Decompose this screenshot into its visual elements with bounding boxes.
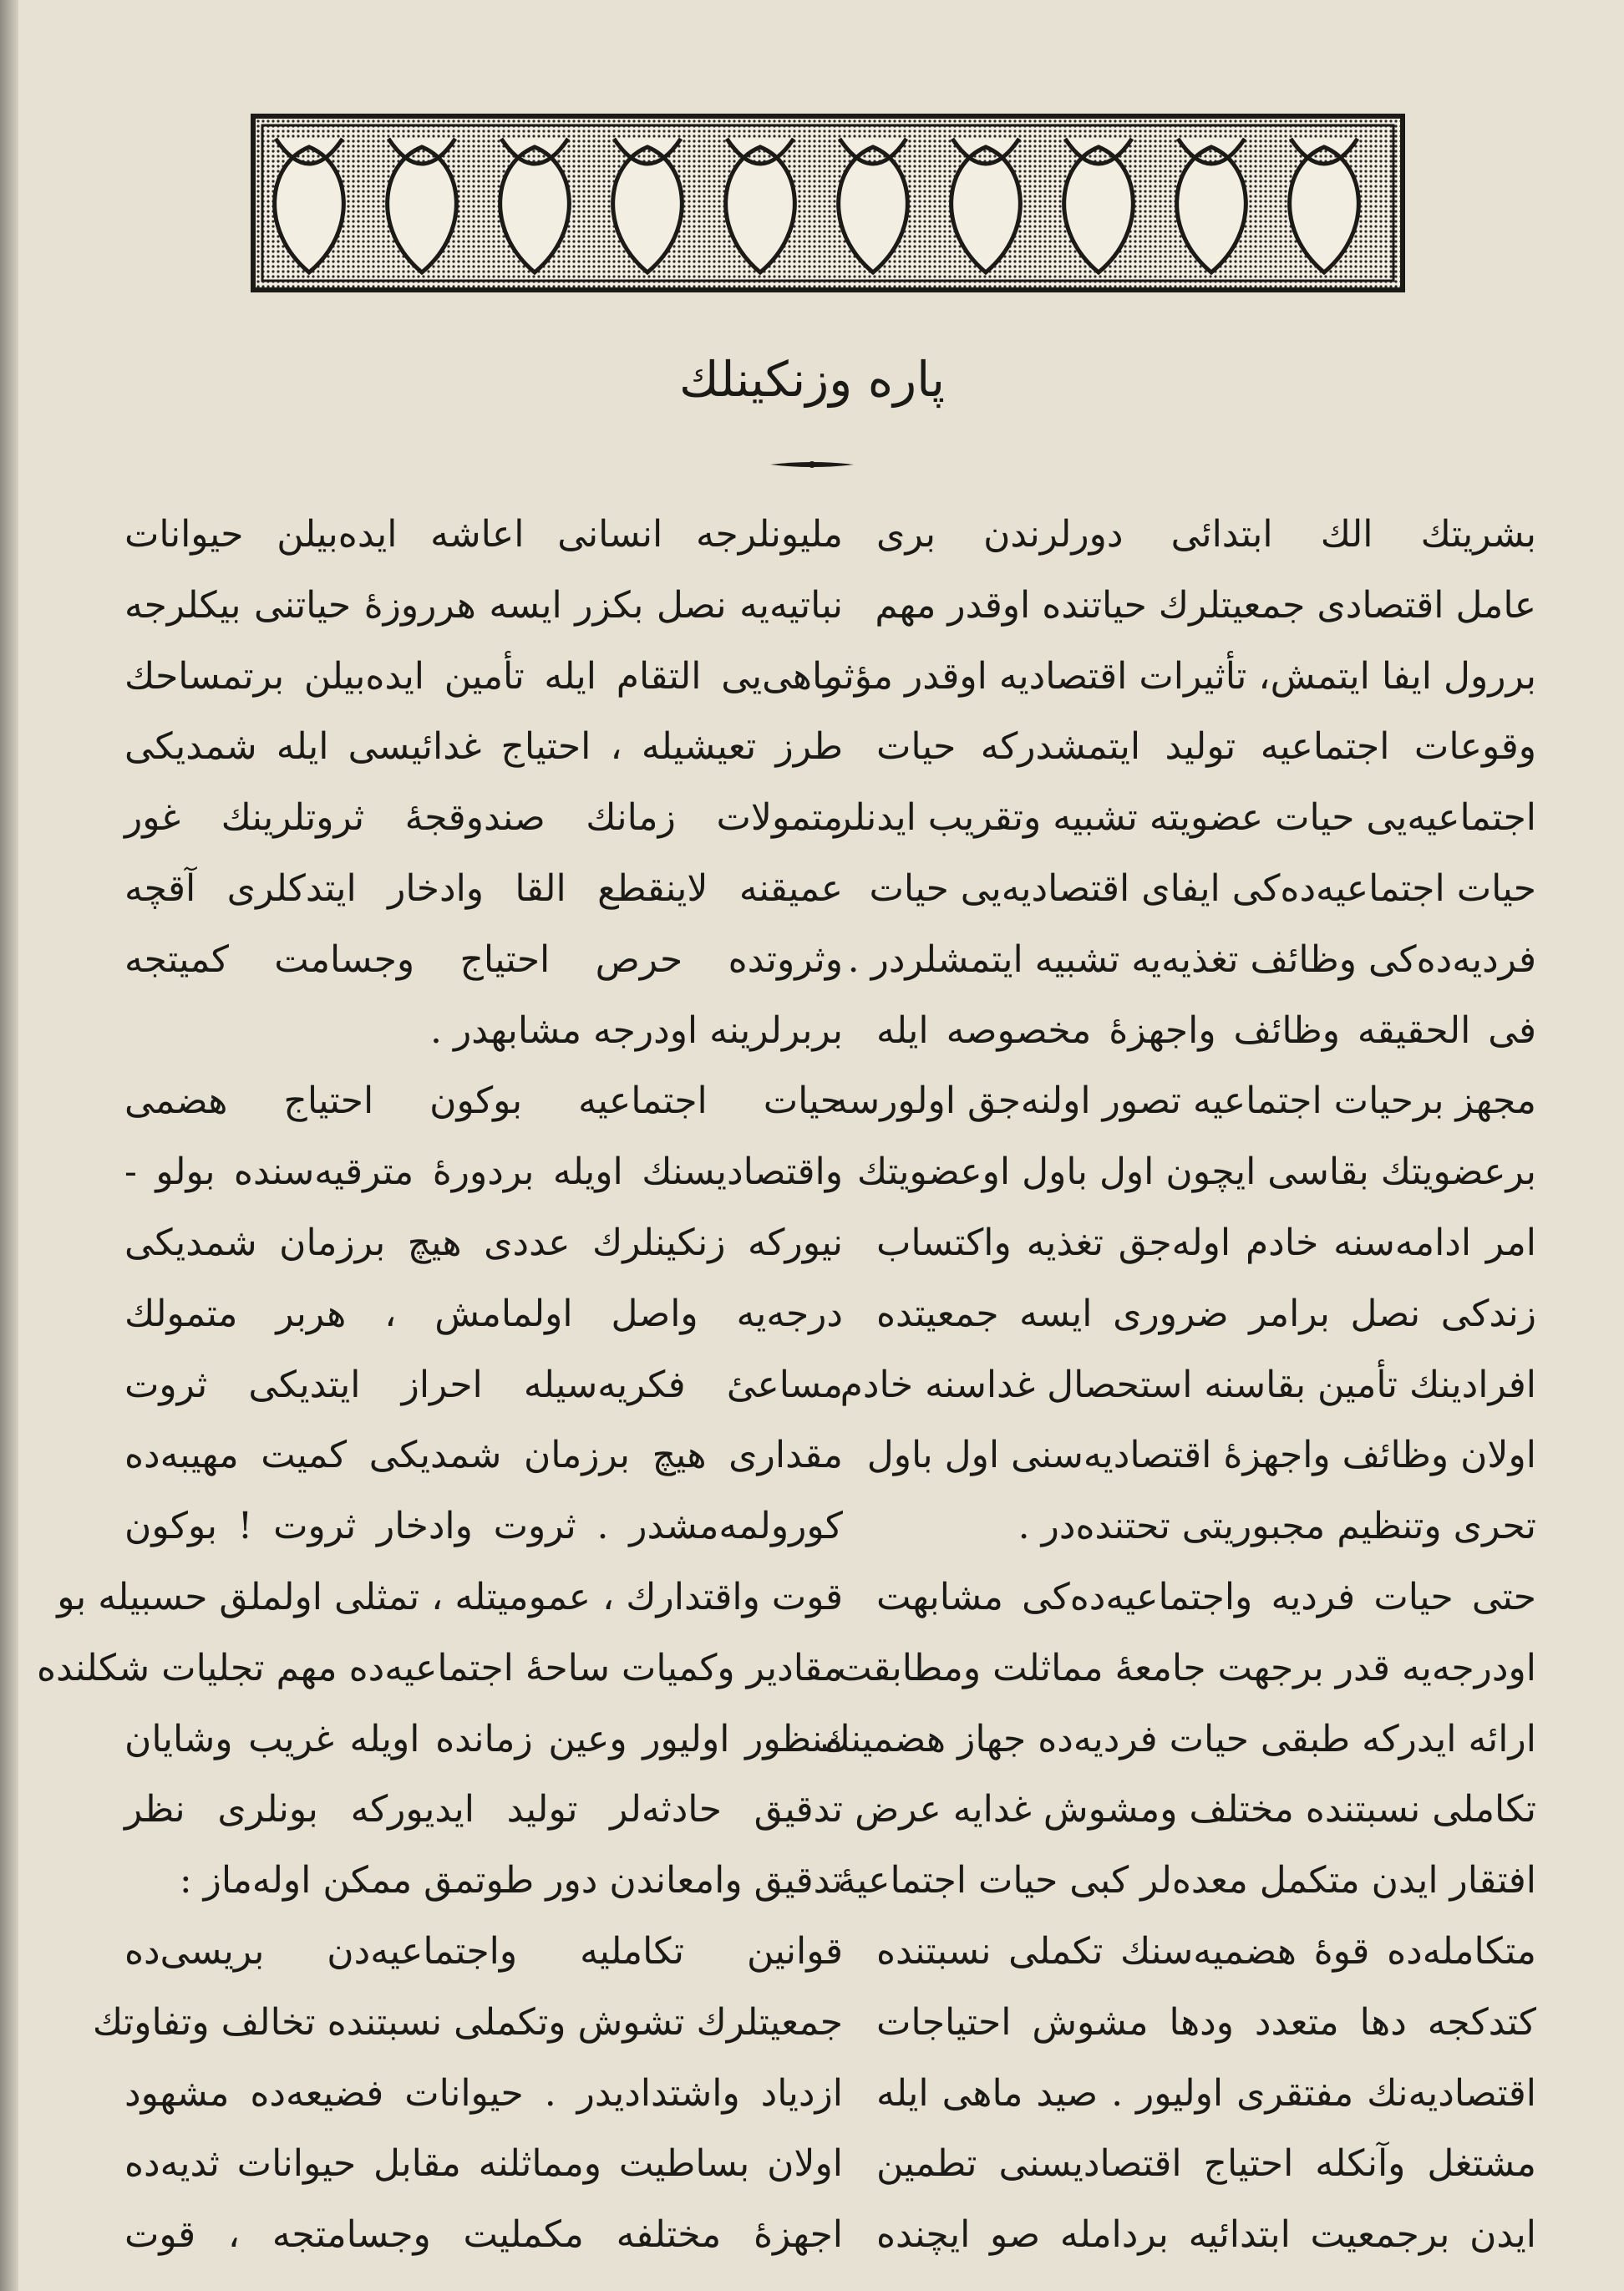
text-line: بررول ایفا ایتمش، تأثیرات اقتصادیه اوقدر مؤثر bbox=[824, 654, 1536, 698]
text-line: مقداری هیچ برزمان شمدیکی کمیت مهیبه‌ده bbox=[124, 1434, 843, 1477]
text-line: کورولمه‌مشدر . ثروت وادخار ثروت ! بوکون bbox=[124, 1505, 843, 1548]
text-line: کتدکجه دها متعدد ودها مشوش احتیاجات bbox=[876, 2000, 1536, 2044]
text-line: عمیقنه لاینقطع القا وادخار ایتدکلری آقچه bbox=[124, 866, 843, 910]
text-line: واقتصادیسنك اویله بردورهٔ مترقیه‌سنده بولو - bbox=[124, 1151, 843, 1194]
text-line: افرادینك تأمین بقاسنه استحصال غداسنه خادم bbox=[840, 1363, 1536, 1406]
page-edge bbox=[0, 0, 18, 2291]
text-column-left bbox=[37, 500, 843, 2271]
text-line: درجه‌یه واصل اولمامش ، هربر متمولك bbox=[124, 1292, 843, 1335]
text-line: متمولات زمانك صندوقجهٔ ثروتلرینك غور bbox=[124, 796, 843, 840]
text-line: مجهز برحیات اجتماعیه تصور اولنه‌جق اولورسه bbox=[829, 1079, 1536, 1123]
text-line: طرز تعیشیله ، احتیاج غدائیسی ایله شمدیکی bbox=[124, 725, 843, 769]
text-line: جمعیتلرك تشوش وتکملی نسبتنده تخالف وتفاوتك bbox=[92, 2000, 843, 2044]
text-line: اودرجه‌یه قدر برجهت جامعهٔ مماثلت ومطابقت bbox=[837, 1646, 1536, 1689]
text-line: بربرلرینه اودرجه مشابهدر . bbox=[430, 1008, 843, 1052]
text-line: تحری وتنظیم مجبوریتی تحتنده‌در . bbox=[1018, 1505, 1536, 1548]
text-line: فردیه‌ده‌کی وظائف تغذیه‌یه تشبیه ایتمشلردر . bbox=[847, 937, 1536, 981]
text-line: افتقار ایدن متکمل معده‌لر کبی حیات اجتماعیهٔ bbox=[837, 1859, 1536, 1902]
text-line: ارائه ایدرکه طبقی حیات فردیه‌ده جهاز هضمینك bbox=[820, 1717, 1536, 1760]
text-line: مقادیر وکمیات ساحهٔ اجتماعیه‌ده مهم تجلیات شکلنده bbox=[37, 1646, 843, 1689]
text-line: حیات اجتماعیه‌ده‌کی ایفای اقتصادیه‌یی حیات bbox=[869, 866, 1536, 910]
text-line: متکامله‌ده قوهٔ هضمیه‌سنك تکملی نسبتنده bbox=[876, 1929, 1536, 1973]
text-line: نیورکه زنکینلرك عددی هیچ برزمان شمدیکی bbox=[124, 1221, 843, 1264]
text-line: اجتماعیه‌یی حیات عضویته تشبیه وتقریب ایدنلر bbox=[834, 796, 1536, 840]
text-line: قوانین تکاملیه واجتماعیه‌دن بریسی‌ده bbox=[124, 1929, 843, 1973]
text-line: ملیونلرجه انسانی اعاشه ایده‌بیلن حیوانات bbox=[124, 513, 843, 556]
text-line: فی الحقیقه وظائف واجهزهٔ مخصوصه ایله bbox=[876, 1008, 1536, 1052]
decorative-header-ornament bbox=[251, 114, 1405, 292]
text-line: مشتغل وآنکله احتیاج اقتصادیسنی تطمین bbox=[876, 2142, 1536, 2186]
text-line: عامل اقتصادی جمعیتلرك حیاتنده اوقدر مهم bbox=[875, 583, 1536, 627]
text-line: زندکی نصل برامر ضروری ایسه جمعیتده bbox=[876, 1292, 1536, 1335]
text-line: تکاملی نسبتنده مختلف ومشوش غدایه عرض bbox=[855, 1788, 1536, 1831]
text-line: امر ادامه‌سنه خادم اوله‌جق تغذیه واکتساب bbox=[876, 1221, 1536, 1264]
text-line: وثروتده حرص احتیاج وجسامت کمیتجه bbox=[124, 937, 843, 981]
text-line: اجهزهٔ مختلفه مکملیت وجسامتجه ، قوت bbox=[124, 2213, 843, 2257]
text-line: برعضویتك بقاسی ایچون اول باول اوعضویتك bbox=[856, 1151, 1536, 1194]
text-line: ایدن برجمعیت ابتدائیه بردامله صو ایچنده bbox=[876, 2213, 1536, 2257]
text-line: حتی حیات فردیه واجتماعیه‌ده‌کی مشابهت bbox=[876, 1575, 1536, 1618]
text-line: اقتصادیه‌نك مفتقری اولیور . صید ماهی ایله bbox=[876, 2071, 1536, 2115]
text-line: منظور اولیور وعین زمانده اویله غریب وشایان bbox=[124, 1717, 843, 1760]
text-line: ماهی‌یی التقام ایله تأمین ایده‌بیلن برتمساحك bbox=[124, 654, 843, 698]
text-line: قوت واقتدارك ، عمومیتله ، تمثلی اولملق حسبیله بو bbox=[57, 1575, 843, 1618]
text-line: وقوعات اجتماعیه تولید ایتمشدرکه حیات bbox=[876, 725, 1536, 769]
text-line: اولان بساطیت ومماثلنه مقابل حیوانات ثدیه‌ده bbox=[124, 2142, 843, 2186]
text-line: مساعیٔ فکریه‌سیله احراز ایتدیکی ثروت bbox=[124, 1363, 843, 1406]
text-column-right bbox=[820, 500, 1536, 2271]
text-line: ازدیاد واشتدادیدر . حیوانات فضیعه‌ده مشهود bbox=[124, 2071, 843, 2115]
text-line: تدقیق وامعاندن دور طوتمق ممکن اوله‌ماز : bbox=[179, 1859, 843, 1902]
article-title: پاره وزنکینلك bbox=[679, 351, 945, 408]
text-line: حیات اجتماعیه بوکون احتیاج هضمی bbox=[124, 1079, 843, 1123]
title-divider-ornament bbox=[770, 458, 854, 471]
text-line: اولان وظائف واجهزهٔ اقتصادیه‌سنی اول باول bbox=[866, 1434, 1536, 1477]
text-line: نباتیه‌یه نصل بکزر ایسه هرروزهٔ حیاتنی بیکلرجه bbox=[124, 583, 843, 627]
text-line: تدقیق حادثه‌لر تولید ایدیورکه بونلری نظر bbox=[124, 1788, 843, 1831]
text-line: بشریتك الك ابتدائی دورلرندن بری bbox=[876, 513, 1536, 556]
